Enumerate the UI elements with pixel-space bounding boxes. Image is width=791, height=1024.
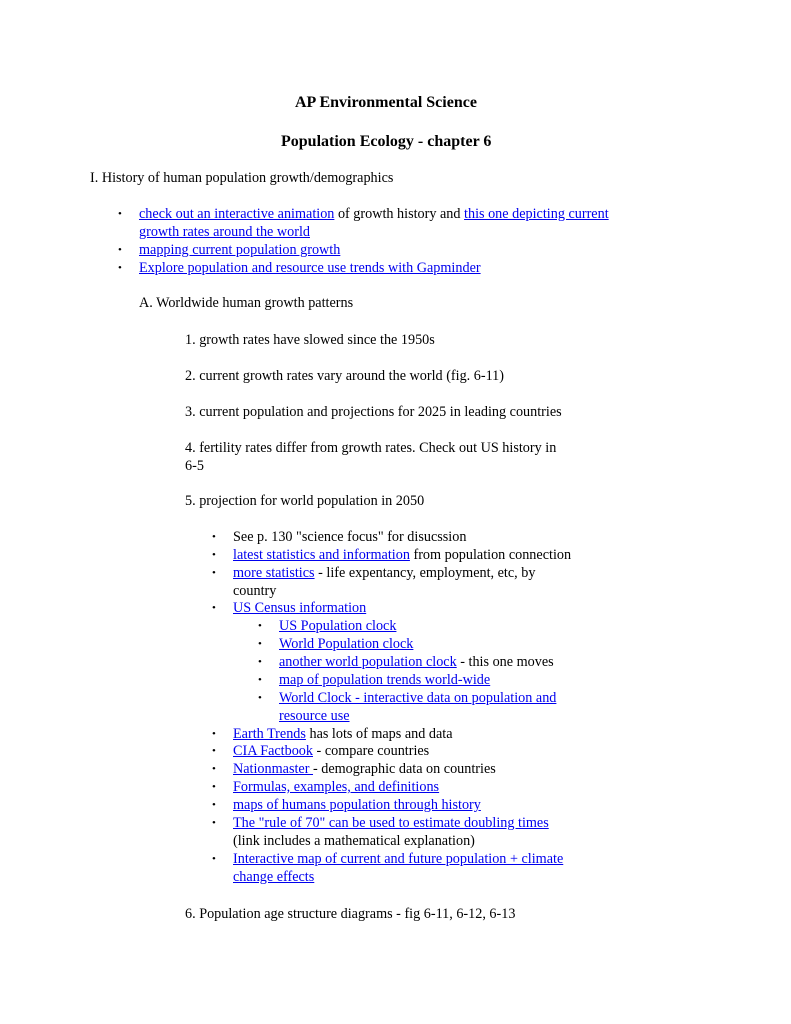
maps-humans-link[interactable]: maps of humans population through history — [233, 797, 481, 813]
list-item — [233, 796, 481, 814]
list-item — [233, 546, 571, 564]
list-item — [279, 689, 556, 707]
list-item-text: - demographic data on countries — [312, 761, 496, 777]
bullet-marker — [212, 760, 216, 778]
numbered-item-3: 3. current population and projections for 2025 in leading countries — [185, 404, 562, 420]
list-item — [233, 742, 429, 760]
list-item — [233, 599, 366, 617]
list-item — [233, 814, 549, 832]
bullet-marker — [212, 528, 216, 546]
gapminder-link[interactable]: Explore population and resource use trends with Gapminder — [139, 260, 481, 276]
animation-link[interactable]: check out an interactive animation — [139, 206, 335, 222]
bullet-marker — [212, 796, 216, 814]
interactive-map-link[interactable]: Interactive map of current and future population + climate — [233, 851, 564, 867]
bullet-marker — [212, 599, 216, 617]
list-item — [139, 205, 609, 223]
list-item-text: has lots of maps and data — [305, 726, 453, 742]
bullet-marker — [118, 205, 122, 223]
more-statistics-link[interactable]: more statistics — [233, 565, 315, 581]
list-item — [233, 760, 496, 778]
mapping-growth-link[interactable]: mapping current population growth — [139, 242, 341, 258]
list-item — [233, 725, 453, 743]
list-item-continuation — [279, 707, 350, 725]
bullet-marker — [258, 653, 262, 671]
list-item — [279, 635, 413, 653]
bullet-marker — [212, 814, 216, 832]
chapter-title: Population Ecology - chapter 6 — [281, 133, 492, 150]
bullet-marker — [258, 617, 262, 635]
list-item — [279, 617, 396, 635]
list-item — [233, 850, 563, 868]
list-item-text: from population connection — [409, 547, 572, 563]
section-heading: I. History of human population growth/demographics — [90, 170, 394, 186]
list-item — [233, 564, 535, 582]
interactive-map-link-cont[interactable]: change effects — [233, 869, 315, 885]
us-census-link[interactable]: US Census information — [233, 600, 367, 616]
document-title: AP Environmental Science — [295, 94, 477, 111]
another-clock-link[interactable]: another world population clock — [279, 654, 457, 670]
us-population-clock-link[interactable]: US Population clock — [279, 618, 397, 634]
list-item-text: - this one moves — [456, 654, 554, 670]
bullet-marker — [212, 778, 216, 796]
list-item — [139, 259, 481, 277]
population-trends-map-link[interactable]: map of population trends world-wide — [279, 672, 491, 688]
numbered-item-4: 4. fertility rates differ from growth rates. Check out US history in — [185, 440, 557, 456]
bullet-marker — [212, 725, 216, 743]
current-growth-link[interactable]: this one depicting current — [464, 206, 609, 222]
numbered-item-2: 2. current growth rates vary around the world (fig. 6-11) — [185, 368, 504, 384]
bullet-marker — [212, 850, 216, 868]
bullet-marker — [258, 671, 262, 689]
list-item — [279, 653, 554, 671]
list-item-text: - compare countries — [313, 743, 430, 759]
numbered-item-6: 6. Population age structure diagrams - fig 6-11, 6-12, 6-13 — [185, 906, 516, 922]
bullet-marker — [258, 689, 262, 707]
current-growth-link-cont[interactable]: growth rates around the world — [139, 224, 310, 240]
subsection-heading: A. Worldwide human growth patterns — [139, 295, 354, 311]
earth-trends-link[interactable]: Earth Trends — [233, 726, 306, 742]
list-item-continuation: country — [233, 583, 277, 599]
bullet-marker — [118, 241, 122, 259]
numbered-item-4-cont: 6-5 — [185, 458, 204, 474]
rule-of-70-link[interactable]: The "rule of 70" can be used to estimate doubling times — [233, 815, 549, 831]
list-item-continuation — [139, 223, 310, 241]
numbered-item-1: 1. growth rates have slowed since the 1950s — [185, 332, 435, 348]
list-item-continuation: (link includes a mathematical explanation) — [233, 833, 475, 849]
nationmaster-link[interactable]: Nationmaster — [233, 761, 313, 777]
bullet-marker — [212, 564, 216, 582]
formulas-link[interactable]: Formulas, examples, and definitions — [233, 779, 440, 795]
world-clock-link[interactable]: World Clock - interactive data on population and — [279, 690, 557, 706]
list-item-text: of growth history and — [334, 206, 465, 222]
bullet-marker — [258, 635, 262, 653]
list-item — [139, 241, 340, 259]
list-item — [233, 778, 439, 796]
cia-factbook-link[interactable]: CIA Factbook — [233, 743, 313, 759]
list-item-text: - life expentancy, employment, etc, by — [314, 565, 536, 581]
bullet-marker — [118, 259, 122, 277]
latest-statistics-link[interactable]: latest statistics and information — [233, 547, 410, 563]
numbered-item-5: 5. projection for world population in 2050 — [185, 493, 425, 509]
bullet-marker — [212, 546, 216, 564]
world-population-clock-link[interactable]: World Population clock — [279, 636, 414, 652]
bullet-marker — [212, 742, 216, 760]
list-item-continuation — [233, 868, 314, 886]
list-item: See p. 130 "science focus" for disucssion — [233, 529, 467, 545]
world-clock-link-cont[interactable]: resource use — [279, 708, 350, 724]
list-item — [279, 671, 490, 689]
